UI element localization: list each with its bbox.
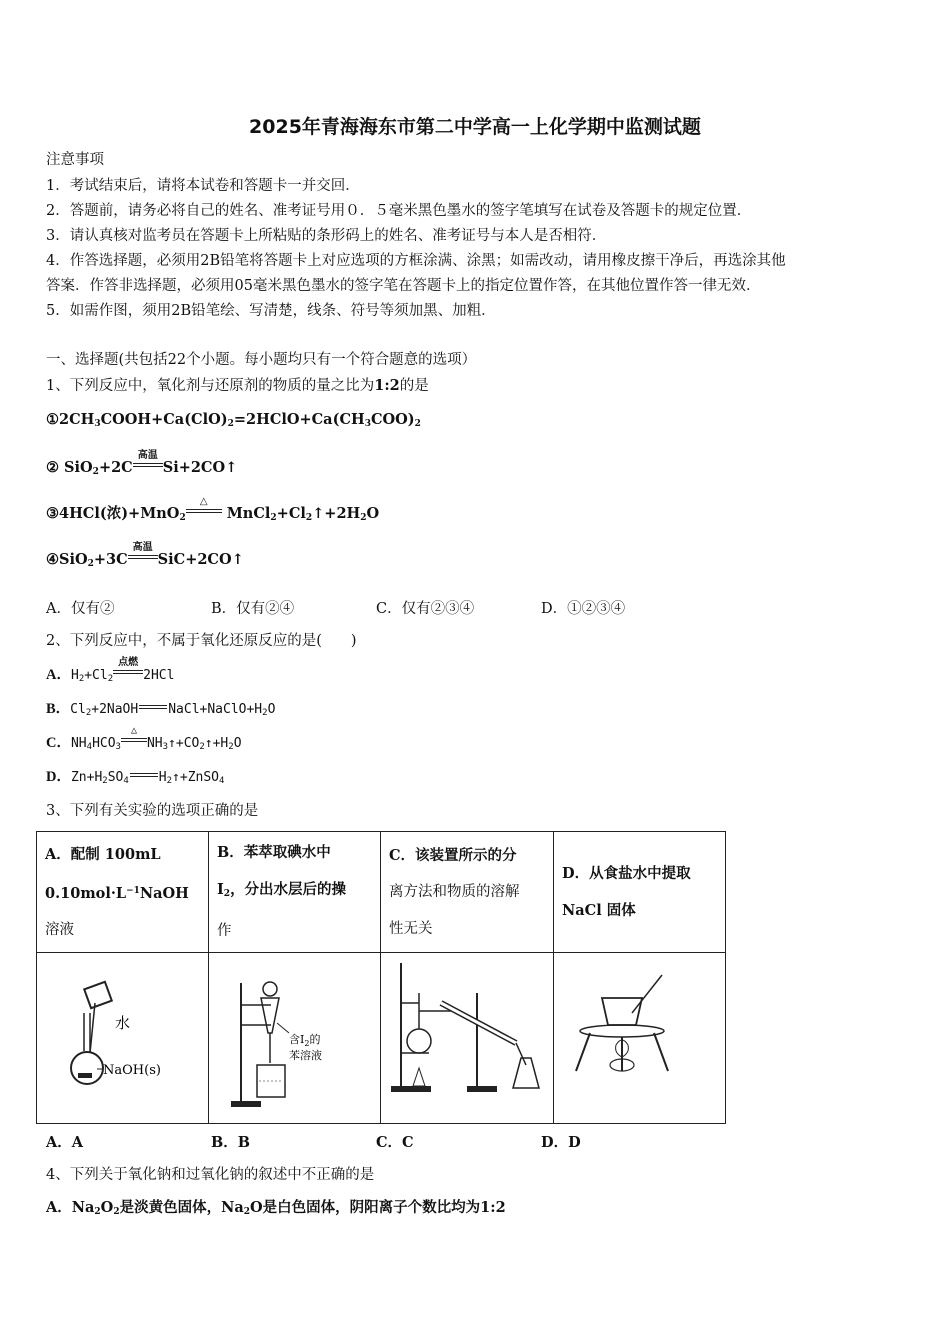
notice-heading: 注意事项 [46,152,104,168]
q1-reaction-2: ② SiO$_2$+2C 高温 Si+2CO↑ [46,450,238,477]
notice-item: 4．作答选择题，必须用2B铅笔将答题卡上对应选项的方框涂满、涂黑；如需改动，请用橡皮擦干净后，再选涂其他 [46,253,786,269]
svg-text:NaOH(s): NaOH(s) [103,1063,161,1078]
q3-cell-d-text: D．从食盐水中提取 NaCl 固体 [554,832,726,953]
q3-figure-a [37,953,209,1124]
svg-text:水: 水 [115,1014,131,1032]
svg-text:含I2的: 含$I_2$的 [289,1033,321,1048]
volumetric-flask-figure [37,953,208,1123]
q3-figure-c [381,953,554,1124]
evaporation-figure [554,953,725,1123]
q3-cell-c-text: C．该装置所示的分 离方法和物质的溶解 性无关 [381,832,554,953]
q3-table [36,831,726,1124]
q3-cell-b-text: B．苯萃取碘水中 $I_2$，分出水层后的操 作 [209,832,381,953]
q2-stem: 2、下列反应中，不属于氧化还原反应的是( ) [46,633,357,649]
distillation-apparatus-figure [381,953,553,1123]
q1-option-a[interactable]: A．仅有② [46,601,115,617]
q3-cell-a-text: A．配制 100mL $0.10mol\cdot L^{-1}NaOH$ 溶液 [37,832,209,953]
q1-option-d[interactable]: D．①②③④ [541,601,626,617]
q1-reaction-1: $①2CH_3COOH+Ca(ClO)_2=2HClO+Ca(CH_3COO)_2$ [46,411,421,429]
q4-option-a[interactable]: A．$Na_2O_2$是淡黄色固体，$Na_2O$是白色固体，阴阳离子个数比均为1:2 [46,1199,506,1217]
notice-item: 答案．作答非选择题，必须用05毫米黑色墨水的签字笔在答题卡上的指定位置作答，在其他位置作答一律无效． [46,278,761,294]
q1-stem: 1、下列反应中，氧化剂与还原剂的物质的量之比为1:2的是 [46,377,429,394]
q3-option-c[interactable]: C．C [376,1134,414,1151]
q2-option-c[interactable]: C．$NH_4HCO_3$ △ $NH_3↑+CO_2↑+H_2O$ [46,725,242,752]
q4-stem: 4、下列关于氧化钠和过氧化钠的叙述中不正确的是 [46,1167,375,1183]
q1-reaction-4: ④SiO$_2$+3C 高温 SiC+2CO↑ [46,542,244,569]
q3-option-d[interactable]: D．D [541,1134,581,1151]
separatory-funnel-figure [209,953,380,1123]
q2-option-a[interactable]: A．$H_2+Cl_2$ 点燃 2HCl [46,657,175,684]
q3-figure-b [209,953,381,1124]
notice-item: 1．考试结束后，请将本试卷和答题卡一并交回． [46,178,360,194]
q3-option-a[interactable]: A．A [46,1134,84,1151]
notice-item: 2．答题前，请务必将自己的姓名、准考证号用０．５毫米黑色墨水的签字笔填写在试卷及答题卡的规定位置． [46,203,752,219]
q3-stem: 3、下列有关实验的选项正确的是 [46,803,259,819]
page-title: 2025年青海海东市第二中学高一上化学期中监测试题 [249,116,701,138]
svg-text:苯溶液: 苯溶液 [289,1049,322,1062]
q3-figure-d [554,953,726,1124]
q2-option-d[interactable]: D．$Zn+H_2SO_4$ $H_2↑+ZnSO_4$ [46,769,225,786]
q1-option-c[interactable]: C．仅有②③④ [376,601,475,617]
q2-option-b[interactable]: B．$Cl_2+2NaOH$ $NaCl+NaClO+H_2O$ [46,701,276,718]
notice-item: 5．如需作图，须用2B铅笔绘、写清楚，线条、符号等须加黑、加粗． [46,303,496,319]
q3-option-b[interactable]: B．B [211,1134,251,1151]
q1-option-b[interactable]: B．仅有②④ [211,601,295,617]
section-heading: 一、选择题(共包括22个小题。每小题均只有一个符合题意的选项） [46,352,477,368]
q1-reaction-3: ③4HCl(浓)+MnO$_2$ △ $MnCl_2+Cl_2↑+2H_2O$ [46,496,380,523]
notice-item: 3．请认真核对监考员在答题卡上所粘贴的条形码上的姓名、准考证号与本人是否相符． [46,228,607,244]
